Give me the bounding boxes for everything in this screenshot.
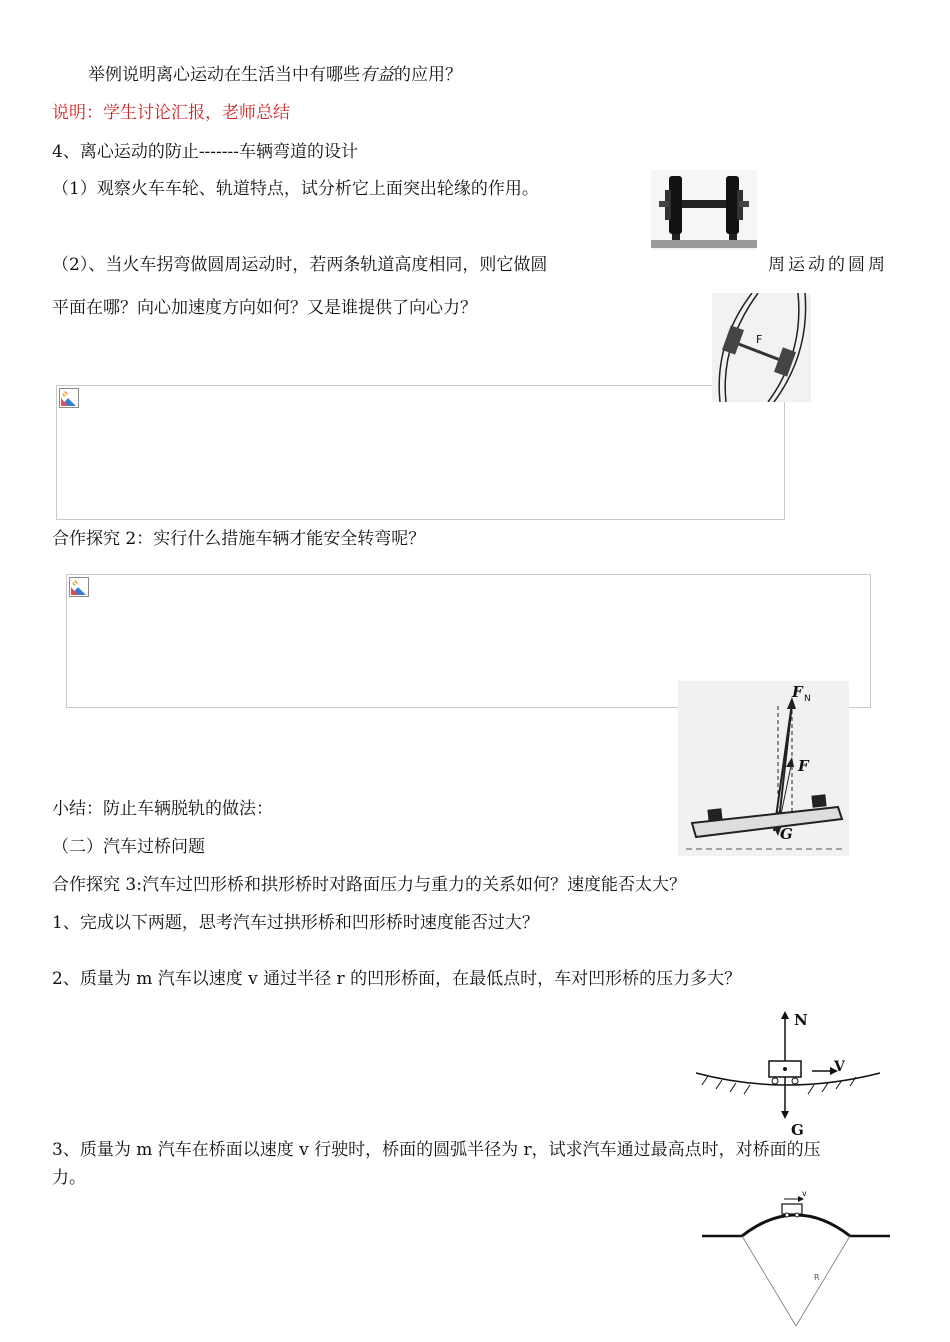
curve-force-label: F [756,333,763,346]
broken-image-icon [59,388,79,408]
cooperative-inquiry-2: 合作探究 2：实行什么措施车辆才能安全转弯呢？ [52,529,426,549]
bridge-question-1: 1、完成以下两题，思考汽车过拱形桥和凹形桥时速度能否过大？ [52,913,539,933]
broken-image-icon [69,577,89,597]
part-2-heading: （二）汽车过桥问题 [52,837,205,857]
banked-rail-force-figure [678,681,849,856]
train-wheelset-figure [651,170,757,250]
example-question-tail: 的应用？ [394,65,462,85]
normal-force-subscript: N [804,694,811,704]
arch-radius-label: R [814,1273,820,1282]
example-question-emphasis: 有益 [360,65,394,85]
normal-force-label: F [792,683,803,701]
cooperative-inquiry-3: 合作探究 3:汽车过凹形桥和拱形桥时对路面压力与重力的关系如何？速度能否太大？ [52,875,686,895]
arch-velocity-label: v [802,1189,807,1198]
gravity-label: G [780,825,793,843]
concave-velocity-label: V [834,1059,845,1075]
section-4-heading: 4、离心运动的防止-------车辆弯道的设计 [52,142,359,162]
question-2-part-c: 平面在哪？向心加速度方向如何？又是谁提供了向心力？ [52,298,477,318]
bridge-question-3-line-b: 力。 [52,1168,86,1188]
arch-bridge-figure [702,1186,890,1328]
concave-bridge-figure [692,1005,882,1140]
question-1-wheel: （1）观察火车车轮、轨道特点，试分析它上面突出轮缘的作用。 [52,179,539,199]
concave-normal-label: N [794,1011,808,1029]
example-question [88,64,462,86]
bridge-question-2: 2、质量为 m 汽车以速度 v 通过半径 r 的凹形桥面，在最低点时，车对凹形桥的压力多大？ [52,969,742,989]
net-force-label: F [798,757,809,775]
question-2-part-a: （2）、当火车拐弯做圆周运动时，若两条轨道高度相同，则它做圆 [52,255,548,275]
example-question-text: 举例说明离心运动在生活当中有哪些 [88,65,360,85]
image-placeholder-1 [56,385,785,520]
teacher-note: 说明：学生讨论汇报，老师总结 [52,103,290,123]
curved-track-figure [712,293,811,402]
concave-gravity-label: G [791,1121,804,1139]
bridge-question-3-line-a: 3、质量为 m 汽车在桥面以速度 v 行驶时，桥面的圆弧半径为 r，试求汽车通过最高点时，对桥面的压 [52,1140,821,1160]
question-2-part-b: 周运动的圆周 [768,255,888,275]
summary-line: 小结：防止车辆脱轨的做法： [52,799,273,819]
